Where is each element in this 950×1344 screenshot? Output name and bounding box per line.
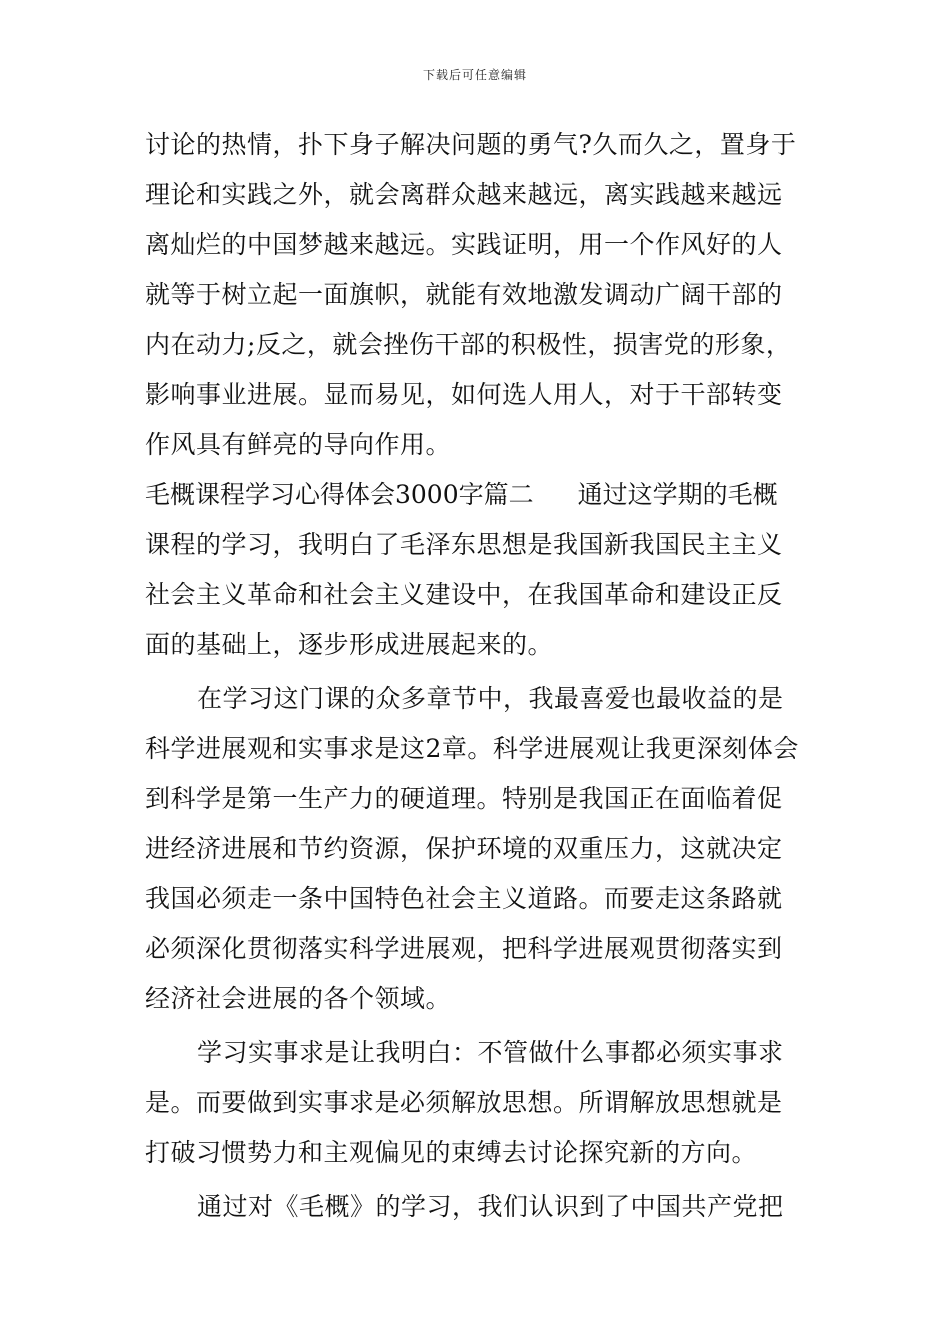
text-line: 是。而要做到实事求是必须解放思想。所谓解放思想就是 xyxy=(145,1088,783,1117)
text-line: 经济社会进展的各个领域。 xyxy=(145,984,452,1013)
paragraph-first-line: 学习实事求是让我明白：不管做什么事都必须实事求 xyxy=(197,1038,784,1067)
text-line: 影响事业进展。显而易见，如何选人用人，对于干部转变 xyxy=(145,380,783,409)
paragraph-first-line: 在学习这门课的众多章节中，我最喜爱也最收益的是 xyxy=(197,684,784,713)
text-line: 就等于树立起一面旗帜，就能有效地激发调动广阔干部的 xyxy=(145,280,783,309)
text-line: 打破习惯势力和主观偏见的束缚去讨论探究新的方向。 xyxy=(145,1138,758,1167)
text-line: 到科学是第一生产力的硬道理。特别是我国正在面临着促 xyxy=(145,784,783,813)
text-line: 理论和实践之外，就会离群众越来越远，离实践越来越远 xyxy=(145,180,783,209)
text-line: 进经济进展和节约资源，保护环境的双重压力，这就决定 xyxy=(145,834,783,863)
text-line: 内在动力;反之，就会挫伤干部的积极性，损害党的形象， xyxy=(145,330,792,359)
section-heading-title: 毛概课程学习心得体会3000字篇二 xyxy=(145,480,534,509)
text-line: 必须深化贯彻落实科学进展观，把科学进展观贯彻落实到 xyxy=(145,934,783,963)
text-line: 离灿烂的中国梦越来越远。实践证明，用一个作风好的人 xyxy=(145,230,783,259)
section-heading-continuation: 通过这学期的毛概 xyxy=(577,480,778,509)
text-line: 科学进展观和实事求是这2章。科学进展观让我更深刻体会 xyxy=(145,734,799,763)
text-line: 课程的学习，我明白了毛泽东思想是我国新我国民主主义 xyxy=(145,530,783,559)
text-line: 讨论的热情，扑下身子解决问题的勇气?久而久之，置身于 xyxy=(145,130,797,159)
document-body xyxy=(145,120,813,1232)
text-line: 我国必须走一条中国特色社会主义道路。而要走这条路就 xyxy=(145,884,783,913)
paragraph-first-line: 通过对《毛概》的学习，我们认识到了中国共产党把 xyxy=(197,1192,784,1221)
text-line: 作风具有鲜亮的导向作用。 xyxy=(145,430,452,459)
text-line: 社会主义革命和社会主义建设中，在我国革命和建设正反 xyxy=(145,580,783,609)
section-heading-line xyxy=(145,470,813,520)
page-header: 下载后可任意编辑 xyxy=(422,68,527,82)
text-line: 面的基础上，逐步形成进展起来的。 xyxy=(145,630,554,659)
